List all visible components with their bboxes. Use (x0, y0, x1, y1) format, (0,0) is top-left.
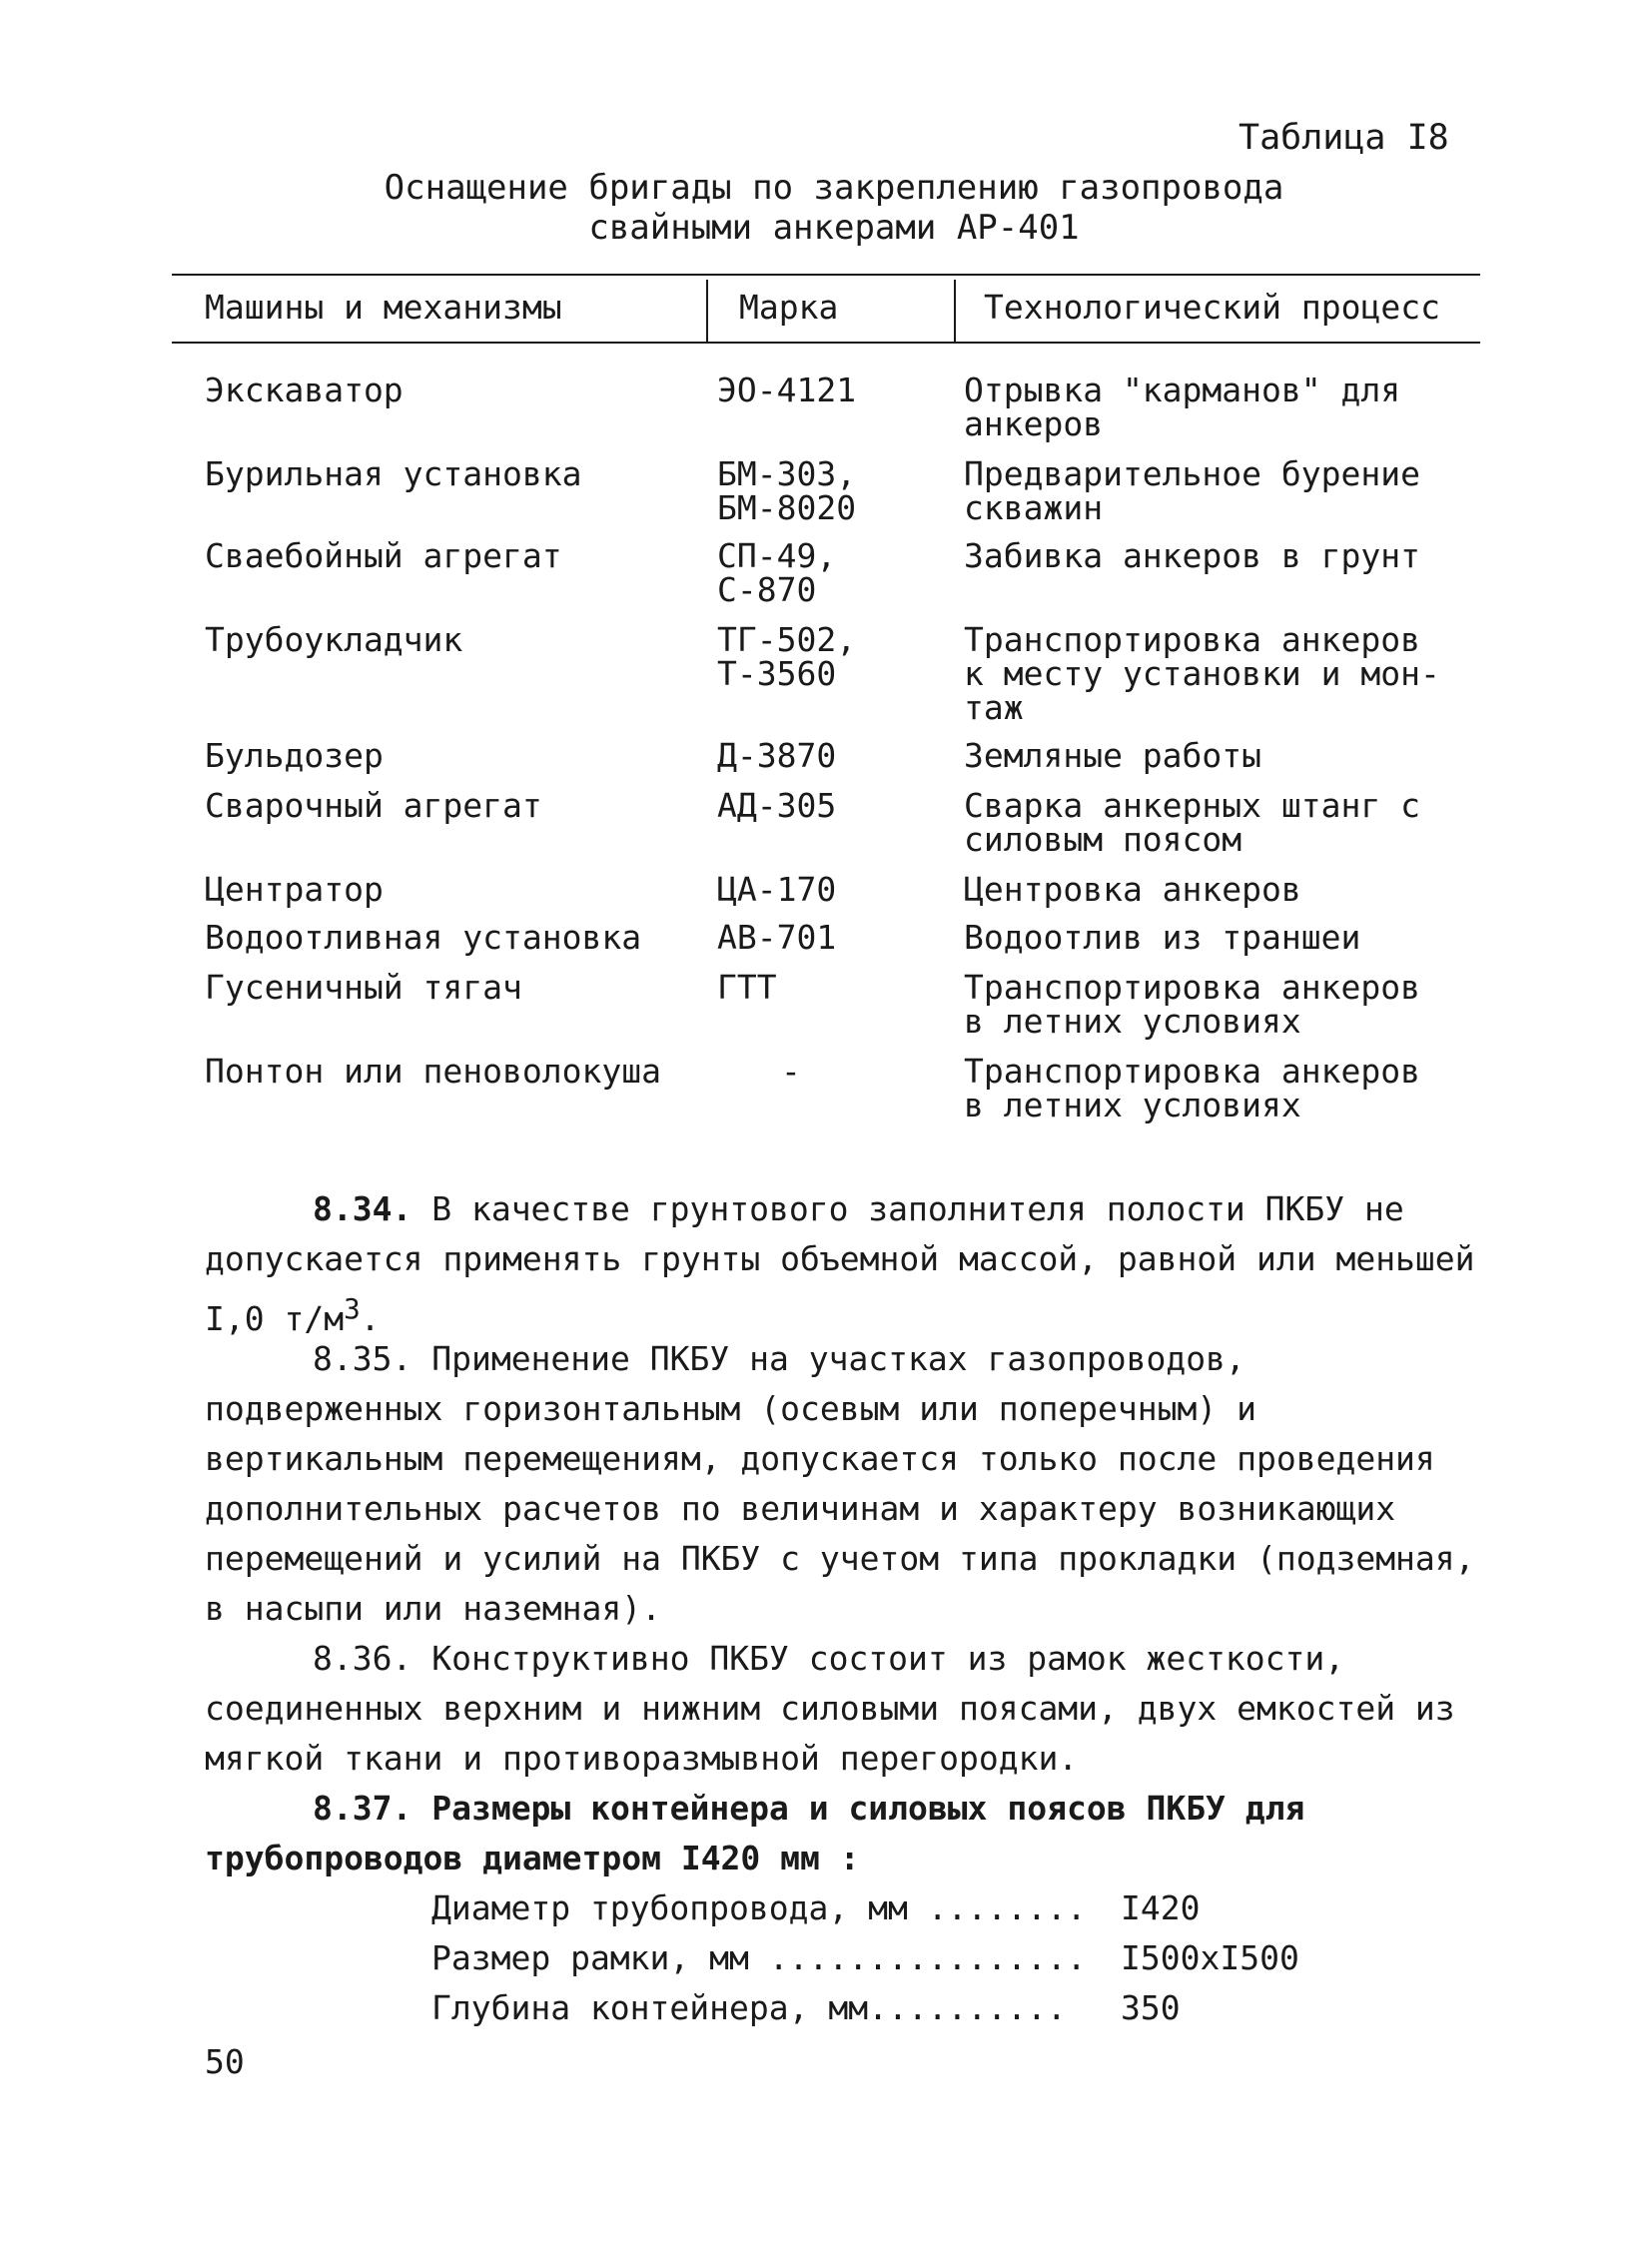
paragraph-number: 8.37. (313, 1789, 413, 1828)
page-number: 50 (205, 2042, 245, 2081)
process-description: Водоотлив из траншеи (964, 918, 1361, 957)
paragraph-8-35 (205, 1334, 1488, 1634)
spec-value: I500хI500 (1121, 1938, 1299, 1977)
column-divider-2 (954, 280, 956, 342)
machine-brand: БМ-303, БМ-8020 (717, 454, 857, 527)
paragraph-8-34 (205, 1184, 1488, 1344)
machine-name: Понтон или пеноволокуша (205, 1052, 661, 1091)
machine-name: Гусеничный тягач (205, 968, 522, 1007)
table-title-line-2: свайными анкерами АР-401 (588, 208, 1080, 248)
machine-name: Бульдозер (205, 736, 384, 775)
paragraph-text: Применение ПКБУ на участках газопроводов, подверженных горизонтальным (осевым или поперечным) и вертикальным перемещениям, допускается только после проведения дополнительных расчетов по величинам и характеру возникающих перемещений и усилий на ПКБУ с учетом типа прокладки (подземная, в насыпи или наземная). (205, 1339, 1475, 1628)
spec-value: I420 (1121, 1888, 1201, 1927)
machine-name: Сварочный агрегат (205, 786, 542, 825)
spec-row (431, 1933, 1299, 1983)
paragraph-text: Конструктивно ПКБУ состоит из рамок жесткости, соединенных верхним и нижним силовыми поясами, двух емкостей из мягкой ткани и противоразмывной перегородки. (205, 1639, 1455, 1778)
process-description: Отрывка "карманов" для анкеров (964, 371, 1401, 443)
machine-brand: ТГ-502, Т-3560 (717, 620, 857, 693)
machine-brand: СП-49, С-870 (717, 536, 837, 609)
process-description: Предварительное бурение скважин (964, 454, 1420, 527)
table-number: Таблица I8 (1239, 118, 1449, 158)
process-description: Центровка анкеров (964, 870, 1301, 909)
machine-name: Сваебойный агрегат (205, 536, 562, 575)
process-description: Забивка анкеров в грунт (964, 536, 1420, 575)
paragraph-text: Размеры контейнера и силовых поясов ПКБУ для трубопроводов диаметром I420 мм : (205, 1789, 1305, 1877)
table-title-line-1: Оснащение бригады по закреплению газопровода (384, 168, 1284, 208)
spec-row (431, 1883, 1200, 1933)
paragraph-number: 8.35. (313, 1339, 413, 1378)
paragraph-number: 8.36. (313, 1639, 413, 1678)
column-header-brand: Марка (739, 288, 839, 327)
process-description: Транспортировка анкеров в летних условиях (964, 1052, 1420, 1124)
table-top-rule (172, 274, 1480, 276)
process-description: Транспортировка анкеров в летних условиях (964, 968, 1420, 1041)
paragraph-8-37 (205, 1784, 1488, 1883)
column-header-process: Технологический процесс (984, 288, 1440, 327)
spec-value: 350 (1121, 1988, 1181, 2027)
machine-name: Экскаватор (205, 371, 404, 409)
superscript: 3 (344, 1293, 361, 1325)
machine-brand: ГТТ (717, 968, 777, 1007)
paragraph-tail: . (360, 1299, 381, 1338)
machine-brand: ЦА-170 (717, 870, 837, 909)
machine-name: Центратор (205, 870, 384, 909)
paragraph-text: В качестве грунтового заполнителя полости ПКБУ не допускается применять грунты объемной массой, равной или меньшей I,0 т/м (205, 1189, 1475, 1338)
process-description: Транспортировка анкеров к месту установки и мон- таж (964, 620, 1440, 727)
paragraph-8-36 (205, 1634, 1488, 1784)
machine-brand: Д-3870 (717, 736, 837, 775)
table-header-rule (172, 342, 1480, 344)
column-header-machines: Машины и механизмы (205, 288, 562, 327)
machine-name: Бурильная установка (205, 454, 582, 493)
paragraph-number: 8.34. (313, 1189, 413, 1228)
machine-name: Водоотливная установка (205, 918, 642, 957)
process-description: Земляные работы (964, 736, 1262, 775)
machine-brand: АД-305 (717, 786, 837, 825)
spec-label: Диаметр трубопровода, мм ........ (431, 1888, 1087, 1927)
machine-brand: АВ-701 (717, 918, 837, 957)
machine-brand: ЭО-4121 (717, 371, 857, 409)
spec-label: Глубина контейнера, мм.......... (431, 1988, 1067, 2027)
table-title (330, 168, 1338, 248)
spec-label: Размер рамки, мм ................ (431, 1938, 1087, 1977)
spec-row (431, 1983, 1181, 2033)
machine-name: Трубоукладчик (205, 620, 463, 659)
column-divider-1 (706, 280, 708, 342)
process-description: Сварка анкерных штанг с силовым поясом (964, 786, 1420, 859)
machine-brand: - (781, 1052, 801, 1091)
